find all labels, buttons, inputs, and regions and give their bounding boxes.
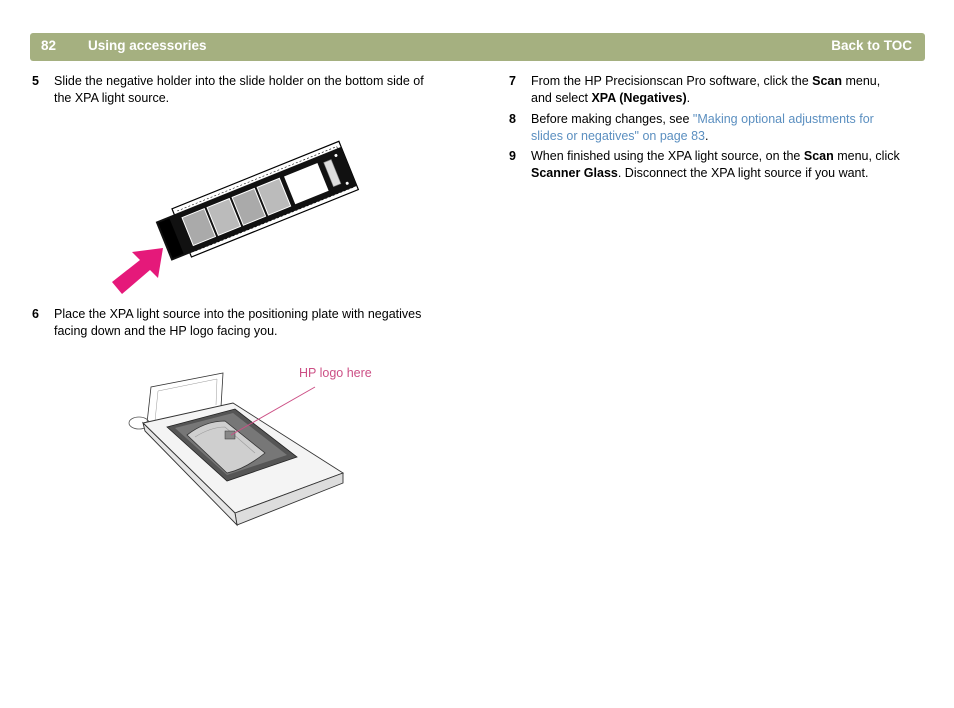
negative-holder-illustration	[100, 120, 380, 305]
page-83-link[interactable]: "Making optional adjustments for	[692, 112, 874, 126]
hp-logo-callout: HP logo here	[299, 366, 372, 380]
scanner-illustration	[125, 365, 360, 530]
step-number: 6	[32, 307, 39, 321]
section-title: Using accessories	[88, 38, 207, 53]
insert-arrow-icon	[112, 248, 163, 294]
step-text: From the HP Precisionscan Pro software, click the Scan menu, and select XPA (Negatives).	[531, 74, 881, 105]
step-number: 8	[509, 112, 516, 126]
back-to-toc-link[interactable]: Back to TOC	[831, 38, 912, 53]
step-number: 5	[32, 74, 39, 88]
page-number: 82	[41, 38, 57, 53]
step-number: 7	[509, 74, 516, 88]
hp-logo-icon	[225, 431, 235, 439]
step-text: Before making changes, see "Making optional adjustments for slides or negatives" on page 83.	[531, 112, 874, 143]
step-number: 9	[509, 149, 516, 163]
step-text: When finished using the XPA light source, on the Scan menu, click Scanner Glass. Disconnect the XPA light source if you want.	[531, 149, 900, 180]
step-text: Place the XPA light source into the positioning plate with negatives facing down and the HP logo facing you.	[54, 307, 422, 338]
step-text: Slide the negative holder into the slide holder on the bottom side of the XPA light source.	[54, 74, 424, 105]
page-83-link-continued[interactable]: slides or negatives" on page 83	[531, 128, 705, 143]
page-header	[30, 33, 925, 61]
